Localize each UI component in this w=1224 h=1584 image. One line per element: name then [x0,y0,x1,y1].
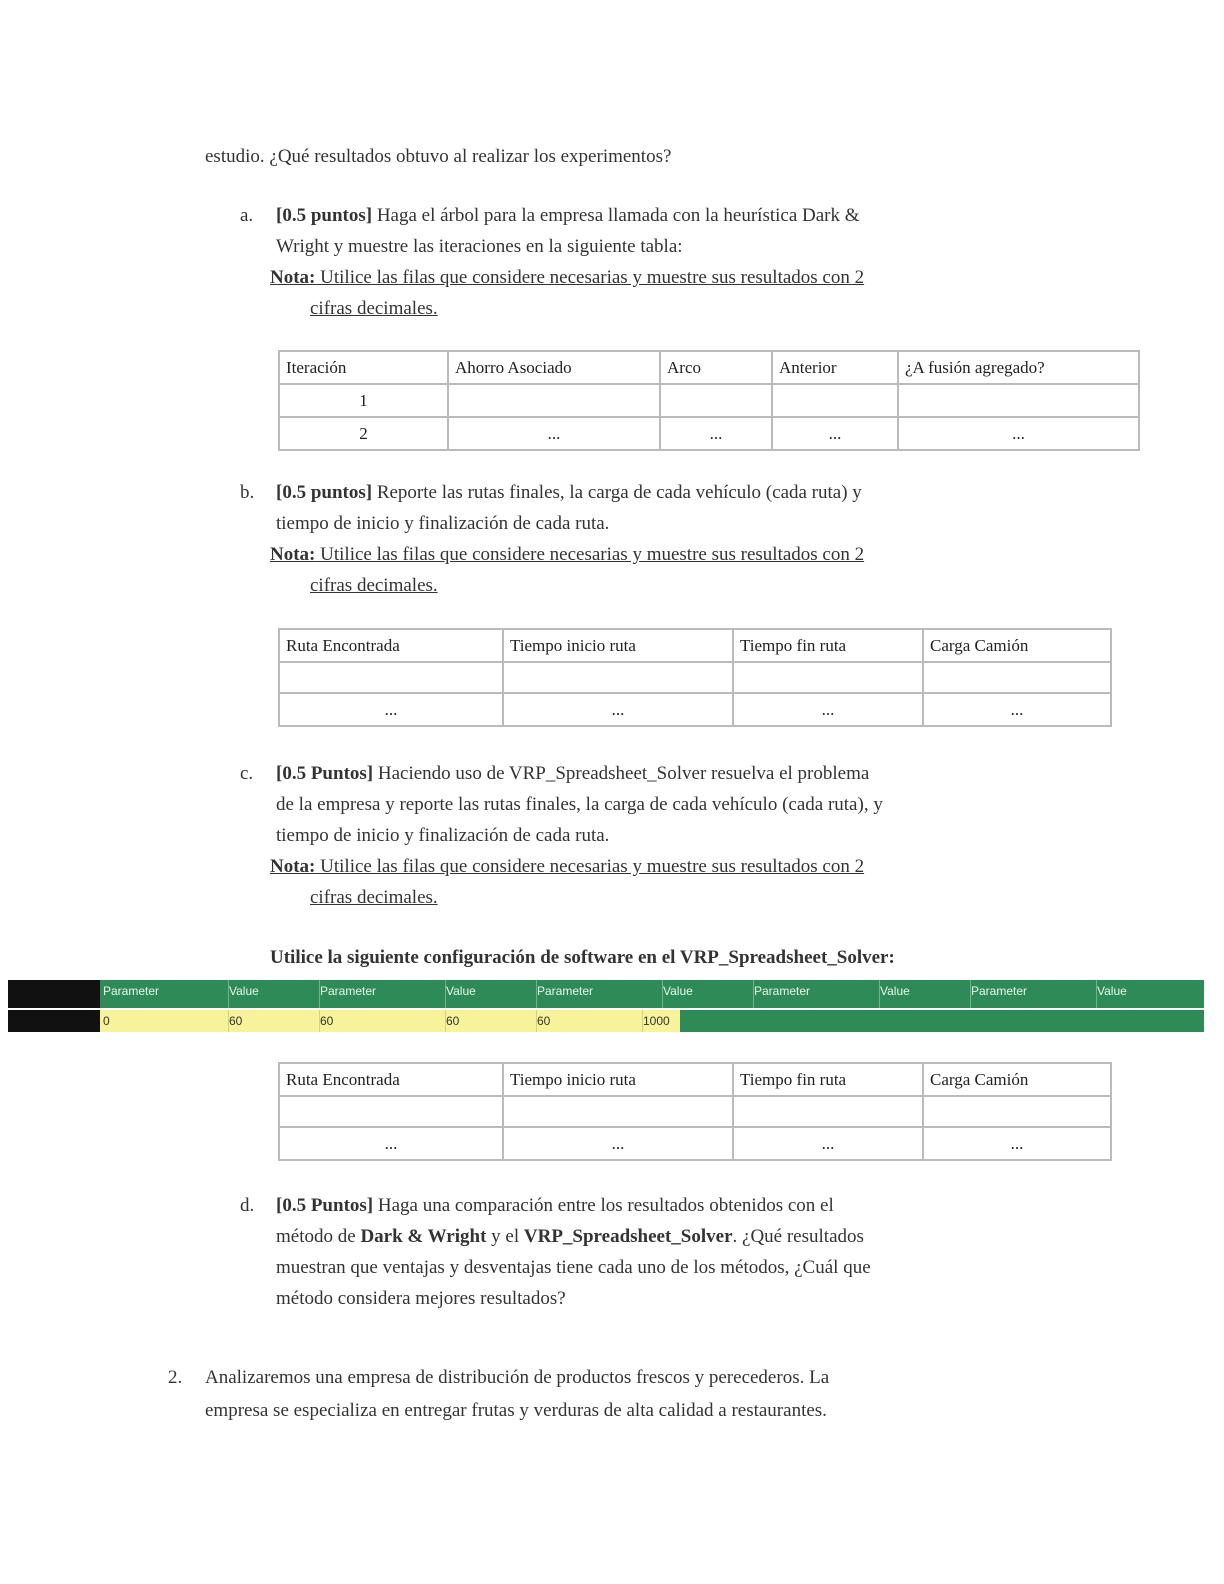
item-a-text-1: Haga el árbol para la empresa llamada con la heurística Dark & [372,205,860,226]
spreadsheet-cell: Parameter [100,980,229,1008]
item-b-line-1 [276,477,862,508]
spreadsheet-config-bottom [8,1010,1204,1032]
item-a-line-1 [276,200,860,231]
item-b-marker: b. [240,482,255,503]
table-a-header-cell: Anterior [772,351,898,384]
item-a-line-2: Wright y muestre las iteraciones en la siguiente tabla: [276,236,683,257]
table-a-cell: ... [660,417,772,450]
table-b-header-cell: Ruta Encontrada [279,629,503,662]
table-a-header-cell: Ahorro Asociado [448,351,660,384]
table-c-cell [923,1096,1111,1127]
table-c-header-cell: Tiempo inicio ruta [503,1063,733,1096]
item-d-text-2a: método de [276,1226,361,1247]
table-a-cell [448,384,660,417]
table-a-cell: ... [772,417,898,450]
table-b-header-cell: Tiempo inicio ruta [503,629,733,662]
item-a-note-label: Nota: [270,267,316,288]
spreadsheet-cell: 60 [534,1010,643,1032]
spreadsheet-top-cells [100,980,1204,1008]
item-b-text-1: Reporte las rutas finales, la carga de cada vehículo (cada ruta) y [372,482,862,503]
item-c-note-text: Utilice las filas que considere necesarias y muestre sus resultados con 2 [315,856,865,877]
table-c-cell [503,1096,733,1127]
table-c-header-cell: Ruta Encontrada [279,1063,503,1096]
item-b-note-text: Utilice las filas que considere necesarias y muestre sus resultados con 2 [315,544,865,565]
item-c-marker: c. [240,763,254,784]
item-a-marker: a. [240,205,254,226]
item-c-note-label: Nota: [270,856,316,877]
spreadsheet-cell: Parameter [751,980,880,1008]
table-a-header-cell: ¿A fusión agregado? [898,351,1139,384]
table-b-cell: ... [923,693,1111,726]
table-row [279,662,1111,693]
table-b-cell [503,662,733,693]
item-c-text-1: Haciendo uso de VRP_Spreadsheet_Solver resuelva el problema [373,763,870,784]
table-a-cell: ... [448,417,660,450]
spreadsheet-black-label-2 [8,1010,100,1032]
item-c-line-1 [276,758,869,789]
item-c-note-2: cifras decimales. [310,887,438,908]
spreadsheet-cell: Value [877,980,971,1008]
item-d-line-4: método considera mejores resultados? [276,1288,566,1309]
table-b-cell: ... [279,693,503,726]
table-c-cell: ... [279,1127,503,1160]
item-d-points: [0.5 Puntos] [276,1195,374,1216]
table-b-header-cell: Carga Camión [923,629,1111,662]
spreadsheet-cell: Parameter [968,980,1097,1008]
spreadsheet-cell: Value [660,980,754,1008]
table-b-cell [279,662,503,693]
table-b-cell [733,662,923,693]
table-c-cell: ... [503,1127,733,1160]
item-d-line-3: muestran que ventajas y desventajas tiene cada uno de los métodos, ¿Cuál que [276,1257,871,1278]
item-d-line-2 [276,1221,864,1252]
spreadsheet-cell: 1000 [643,1014,670,1028]
item-c-line-3: tiempo de inicio y finalización de cada ruta. [276,825,610,846]
spreadsheet-black-label [8,980,100,1008]
item-c-line-2: de la empresa y reporte las rutas finales, la carga de cada vehículo (cada ruta), y [276,794,883,815]
table-c-cell: ... [923,1127,1111,1160]
item-2-marker: 2. [168,1367,183,1388]
table-row [279,417,1139,450]
table-row [279,1127,1111,1160]
item-d-marker: d. [240,1195,255,1216]
table-c-cell [733,1096,923,1127]
table-c [278,1062,1112,1161]
table-a-header [279,351,1139,384]
item-a-note-text: Utilice las filas que considere necesarias y muestre sus resultados con 2 [315,267,865,288]
table-a-cell: 1 [279,384,448,417]
item-d-text-2e: . ¿Qué resultados [732,1226,864,1247]
item-d-text-2c: y el [486,1226,524,1247]
spreadsheet-cell: Value [1097,984,1127,998]
table-a-header-cell: Iteración [279,351,448,384]
spreadsheet-bottom-cells [100,1010,1204,1032]
spreadsheet-cell: 0 [100,1010,229,1032]
spreadsheet-config-top [8,980,1204,1008]
table-b-cell [923,662,1111,693]
spreadsheet-cell: 60 [317,1010,446,1032]
table-a-cell: 2 [279,417,448,450]
table-b-cell: ... [503,693,733,726]
item-b-note-2: cifras decimales. [310,575,438,596]
table-row [279,384,1139,417]
item-2-line-2: empresa se especializa en entregar frutas y verduras de alta calidad a restaurantes. [205,1400,827,1421]
item-a-note-1 [270,262,864,293]
item-a-note-2: cifras decimales. [310,298,438,319]
item-d-method-2: VRP_Spreadsheet_Solver [523,1226,733,1247]
item-b-note-1 [270,539,864,570]
table-b-cell: ... [733,693,923,726]
item-2-line-1: Analizaremos una empresa de distribución de productos frescos y perecederos. La [205,1367,830,1388]
spreadsheet-cell: 60 [443,1010,537,1032]
table-a-header-cell: Arco [660,351,772,384]
table-c-header-cell: Tiempo fin ruta [733,1063,923,1096]
table-c-header-cell: Carga Camión [923,1063,1111,1096]
spreadsheet-cell: Parameter [534,980,663,1008]
spreadsheet-cell: Parameter [317,980,446,1008]
table-b-header [279,629,1111,662]
item-c-points: [0.5 Puntos] [276,763,374,784]
item-c-note-1 [270,851,864,882]
spreadsheet-cell: Value [443,980,537,1008]
item-b-note-label: Nota: [270,544,316,565]
spreadsheet-cell: 60 [226,1010,320,1032]
table-c-cell [279,1096,503,1127]
item-d-line-1 [276,1190,834,1221]
item-a-points: [0.5 puntos] [276,205,373,226]
config-line: Utilice la siguiente configuración de software en el VRP_Spreadsheet_Solver: [270,947,895,968]
table-row [279,693,1111,726]
item-d-text-1: Haga una comparación entre los resultados obtenidos con el [373,1195,834,1216]
item-b-line-2: tiempo de inicio y finalización de cada ruta. [276,513,610,534]
table-a-cell [660,384,772,417]
table-a-cell [772,384,898,417]
table-b [278,628,1112,727]
item-d-method-1: Dark & Wright [360,1226,487,1247]
table-a-cell [898,384,1139,417]
table-c-header [279,1063,1111,1096]
table-a-cell: ... [898,417,1139,450]
table-c-cell: ... [733,1127,923,1160]
table-a [278,350,1140,451]
spreadsheet-cell: Value [226,980,320,1008]
intro-line: estudio. ¿Qué resultados obtuvo al realizar los experimentos? [205,146,672,167]
item-b-points: [0.5 puntos] [276,482,373,503]
table-row [279,1096,1111,1127]
table-b-header-cell: Tiempo fin ruta [733,629,923,662]
